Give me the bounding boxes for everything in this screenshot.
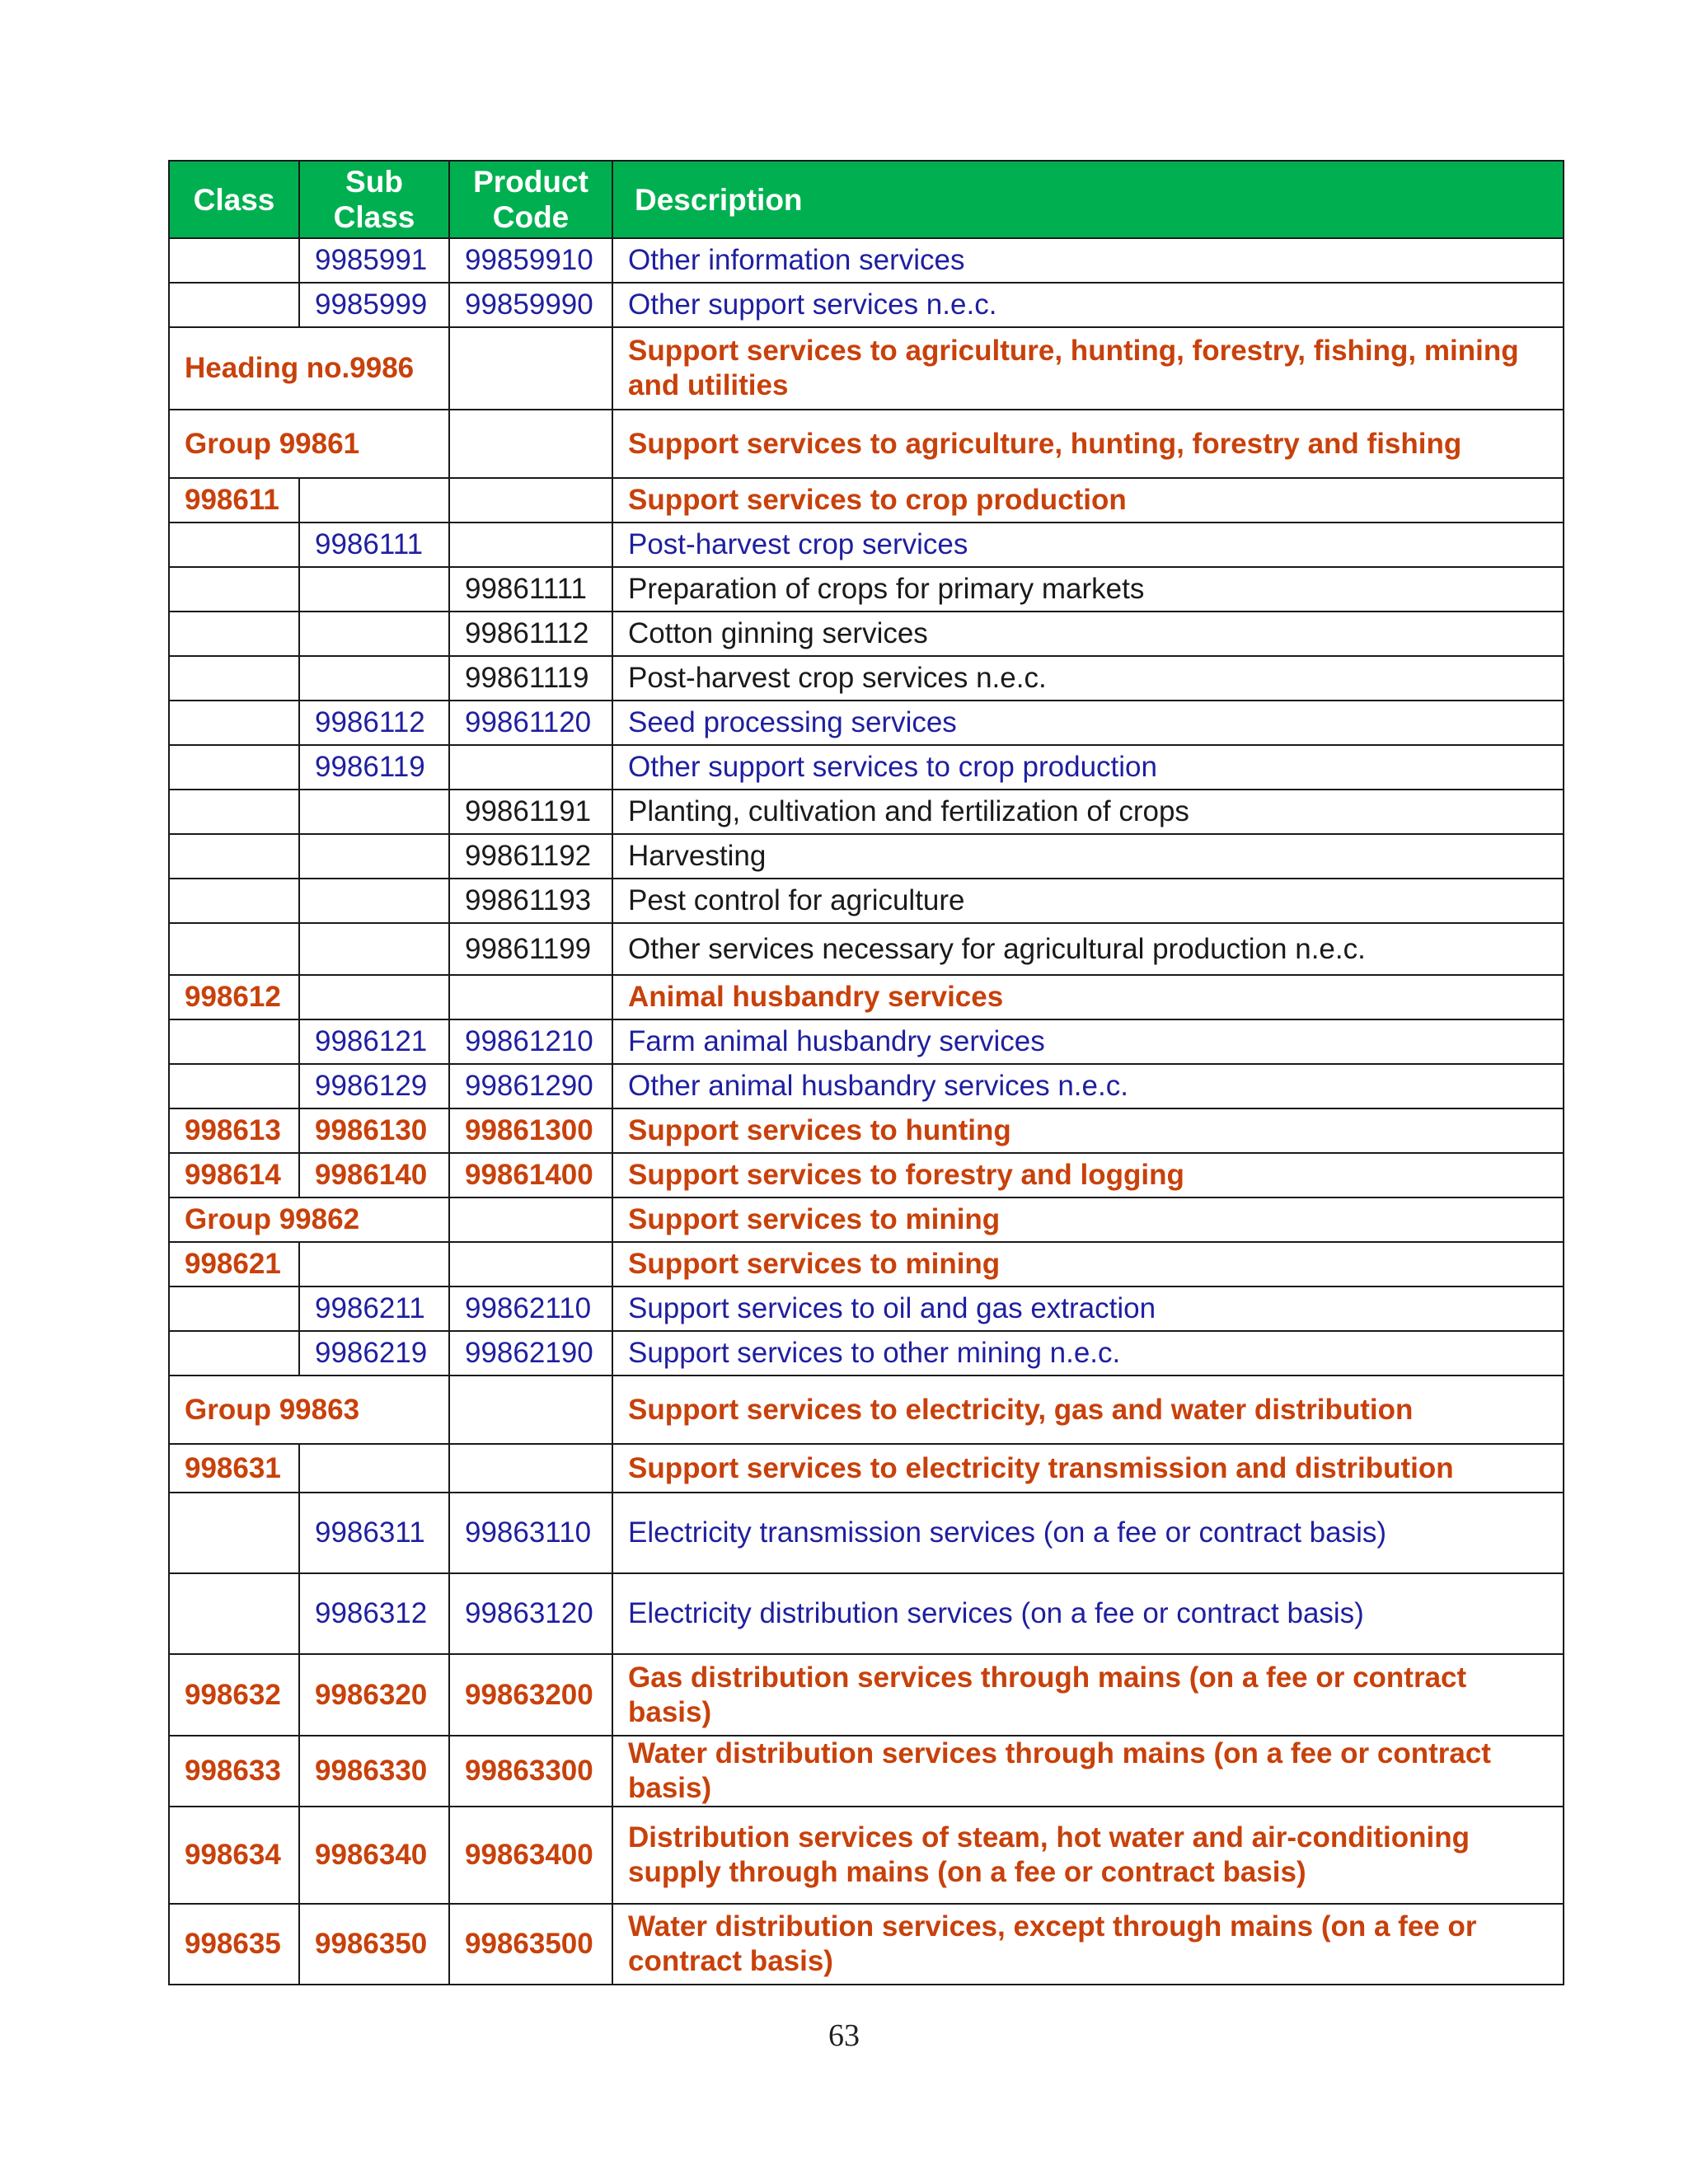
header-description: Description <box>612 161 1564 238</box>
table-row <box>169 238 1564 283</box>
class-cell <box>169 612 299 656</box>
product-code-cell: 99862190 <box>449 1331 612 1376</box>
table-row <box>169 975 1564 1019</box>
description-cell: Support services to mining <box>612 1197 1564 1242</box>
sub-class-cell <box>299 478 449 523</box>
sub-class-cell: 9986340 <box>299 1807 449 1904</box>
sub-class-cell: 9985999 <box>299 283 449 327</box>
sub-class-cell: 9986130 <box>299 1108 449 1153</box>
sub-class-cell <box>299 656 449 701</box>
table-row <box>169 1904 1564 1985</box>
sub-class-cell: 9986350 <box>299 1904 449 1985</box>
description-cell: Other services necessary for agricultural production n.e.c. <box>612 923 1564 975</box>
class-cell <box>169 567 299 612</box>
product-code-cell: 99861112 <box>449 612 612 656</box>
table-row <box>169 923 1564 975</box>
table-row <box>169 1153 1564 1197</box>
sub-class-cell: 9986312 <box>299 1573 449 1654</box>
table-row <box>169 1444 1564 1493</box>
table-body <box>169 238 1564 1985</box>
table-row <box>169 410 1564 478</box>
description-cell: Other information services <box>612 238 1564 283</box>
classification-table <box>168 160 1564 1985</box>
table-row <box>169 327 1564 410</box>
description-cell: Distribution services of steam, hot water and air-conditioning supply through mains (on a fee or contract basis) <box>612 1807 1564 1904</box>
class-cell: 998631 <box>169 1444 299 1493</box>
sub-class-cell: 9986121 <box>299 1019 449 1064</box>
product-code-cell <box>449 975 612 1019</box>
description-cell: Planting, cultivation and fertilization of crops <box>612 790 1564 834</box>
product-code-cell: 99861111 <box>449 567 612 612</box>
class-cell <box>169 1064 299 1108</box>
sub-class-cell <box>299 790 449 834</box>
product-code-cell: 99863110 <box>449 1493 612 1573</box>
table-row <box>169 1197 1564 1242</box>
product-code-cell: 99861199 <box>449 923 612 975</box>
product-code-cell: 99861120 <box>449 701 612 745</box>
table-header-row <box>169 161 1564 238</box>
sub-class-cell <box>299 567 449 612</box>
sub-class-cell <box>299 834 449 879</box>
description-cell: Electricity distribution services (on a fee or contract basis) <box>612 1573 1564 1654</box>
description-cell: Support services to mining <box>612 1242 1564 1286</box>
class-cell <box>169 1019 299 1064</box>
product-code-cell <box>449 1444 612 1493</box>
class-cell: 998621 <box>169 1242 299 1286</box>
class-cell <box>169 1573 299 1654</box>
description-cell: Gas distribution services through mains (on a fee or contract basis) <box>612 1654 1564 1736</box>
class-cell: 998613 <box>169 1108 299 1153</box>
product-code-cell: 99861193 <box>449 879 612 923</box>
page-number: 63 <box>828 2018 860 2053</box>
description-cell: Support services to hunting <box>612 1108 1564 1153</box>
product-code-cell: 99859990 <box>449 283 612 327</box>
row-label-cell: Group 99861 <box>169 410 449 478</box>
description-cell: Harvesting <box>612 834 1564 879</box>
description-cell: Pest control for agriculture <box>612 879 1564 923</box>
product-code-cell <box>449 478 612 523</box>
sub-class-cell <box>299 879 449 923</box>
class-cell <box>169 834 299 879</box>
row-label-cell: Group 99863 <box>169 1376 449 1444</box>
description-cell: Post-harvest crop services n.e.c. <box>612 656 1564 701</box>
description-cell: Support services to agriculture, hunting, forestry and fishing <box>612 410 1564 478</box>
product-code-cell: 99863300 <box>449 1736 612 1807</box>
description-cell: Seed processing services <box>612 701 1564 745</box>
description-cell: Electricity transmission services (on a fee or contract basis) <box>612 1493 1564 1573</box>
product-code-cell: 99861400 <box>449 1153 612 1197</box>
sub-class-cell: 9986219 <box>299 1331 449 1376</box>
table-row <box>169 283 1564 327</box>
table-row <box>169 1493 1564 1573</box>
class-cell <box>169 283 299 327</box>
sub-class-cell: 9986211 <box>299 1286 449 1331</box>
product-code-cell <box>449 1197 612 1242</box>
description-cell: Cotton ginning services <box>612 612 1564 656</box>
table-row <box>169 656 1564 701</box>
product-code-cell: 99861191 <box>449 790 612 834</box>
table-row <box>169 1242 1564 1286</box>
description-cell: Support services to other mining n.e.c. <box>612 1331 1564 1376</box>
product-code-cell: 99861300 <box>449 1108 612 1153</box>
class-cell <box>169 656 299 701</box>
row-label-cell: Heading no.9986 <box>169 327 449 410</box>
sub-class-cell <box>299 1242 449 1286</box>
table-row <box>169 790 1564 834</box>
table-row <box>169 701 1564 745</box>
product-code-cell <box>449 1242 612 1286</box>
class-cell <box>169 1493 299 1573</box>
product-code-cell <box>449 1376 612 1444</box>
product-code-cell: 99863120 <box>449 1573 612 1654</box>
class-cell: 998632 <box>169 1654 299 1736</box>
sub-class-cell: 9986112 <box>299 701 449 745</box>
table-row <box>169 1376 1564 1444</box>
class-cell: 998633 <box>169 1736 299 1807</box>
sub-class-cell: 9986119 <box>299 745 449 790</box>
product-code-cell <box>449 410 612 478</box>
description-cell: Water distribution services, except through mains (on a fee or contract basis) <box>612 1904 1564 1985</box>
class-cell <box>169 1286 299 1331</box>
product-code-cell: 99862110 <box>449 1286 612 1331</box>
class-cell: 998634 <box>169 1807 299 1904</box>
description-cell: Other support services to crop production <box>612 745 1564 790</box>
sub-class-cell: 9986140 <box>299 1153 449 1197</box>
product-code-cell: 99861119 <box>449 656 612 701</box>
description-cell: Other support services n.e.c. <box>612 283 1564 327</box>
sub-class-cell: 9986320 <box>299 1654 449 1736</box>
product-code-cell: 99863400 <box>449 1807 612 1904</box>
table-row <box>169 1019 1564 1064</box>
table-row <box>169 1286 1564 1331</box>
table-row <box>169 1736 1564 1807</box>
product-code-cell <box>449 523 612 567</box>
product-code-cell: 99861290 <box>449 1064 612 1108</box>
table-row <box>169 1807 1564 1904</box>
class-cell <box>169 879 299 923</box>
class-cell <box>169 790 299 834</box>
description-cell: Support services to electricity, gas and water distribution <box>612 1376 1564 1444</box>
product-code-cell: 99859910 <box>449 238 612 283</box>
class-cell: 998614 <box>169 1153 299 1197</box>
description-cell: Water distribution services through mains (on a fee or contract basis) <box>612 1736 1564 1807</box>
sub-class-cell <box>299 612 449 656</box>
table-row <box>169 1108 1564 1153</box>
description-cell: Support services to oil and gas extraction <box>612 1286 1564 1331</box>
table-row <box>169 1064 1564 1108</box>
sub-class-cell: 9985991 <box>299 238 449 283</box>
class-cell <box>169 923 299 975</box>
class-cell <box>169 701 299 745</box>
sub-class-cell <box>299 975 449 1019</box>
description-cell: Support services to agriculture, hunting, forestry, fishing, mining and utilities <box>612 327 1564 410</box>
table-row <box>169 567 1564 612</box>
sub-class-cell <box>299 923 449 975</box>
table-row <box>169 745 1564 790</box>
class-cell <box>169 1331 299 1376</box>
description-cell: Support services to forestry and logging <box>612 1153 1564 1197</box>
table-row <box>169 879 1564 923</box>
class-cell: 998612 <box>169 975 299 1019</box>
sub-class-cell: 9986111 <box>299 523 449 567</box>
class-cell <box>169 523 299 567</box>
product-code-cell: 99861210 <box>449 1019 612 1064</box>
product-code-cell: 99863200 <box>449 1654 612 1736</box>
sub-class-cell: 9986129 <box>299 1064 449 1108</box>
sub-class-cell: 9986311 <box>299 1493 449 1573</box>
table-row <box>169 1573 1564 1654</box>
table-row <box>169 523 1564 567</box>
product-code-cell <box>449 327 612 410</box>
header-sub-class: Sub Class <box>299 161 449 238</box>
description-cell: Other animal husbandry services n.e.c. <box>612 1064 1564 1108</box>
sub-class-cell: 9986330 <box>299 1736 449 1807</box>
table-row <box>169 612 1564 656</box>
table-row <box>169 834 1564 879</box>
product-code-cell: 99863500 <box>449 1904 612 1985</box>
header-class: Class <box>169 161 299 238</box>
description-cell: Support services to electricity transmission and distribution <box>612 1444 1564 1493</box>
description-cell: Farm animal husbandry services <box>612 1019 1564 1064</box>
description-cell: Animal husbandry services <box>612 975 1564 1019</box>
class-cell <box>169 745 299 790</box>
table-row <box>169 1654 1564 1736</box>
class-cell <box>169 238 299 283</box>
sub-class-cell <box>299 1444 449 1493</box>
row-label-cell: Group 99862 <box>169 1197 449 1242</box>
header-product-code: Product Code <box>449 161 612 238</box>
class-cell: 998611 <box>169 478 299 523</box>
product-code-cell <box>449 745 612 790</box>
product-code-cell: 99861192 <box>449 834 612 879</box>
description-cell: Preparation of crops for primary markets <box>612 567 1564 612</box>
description-cell: Support services to crop production <box>612 478 1564 523</box>
table-row <box>169 1331 1564 1376</box>
table-row <box>169 478 1564 523</box>
description-cell: Post-harvest crop services <box>612 523 1564 567</box>
class-cell: 998635 <box>169 1904 299 1985</box>
